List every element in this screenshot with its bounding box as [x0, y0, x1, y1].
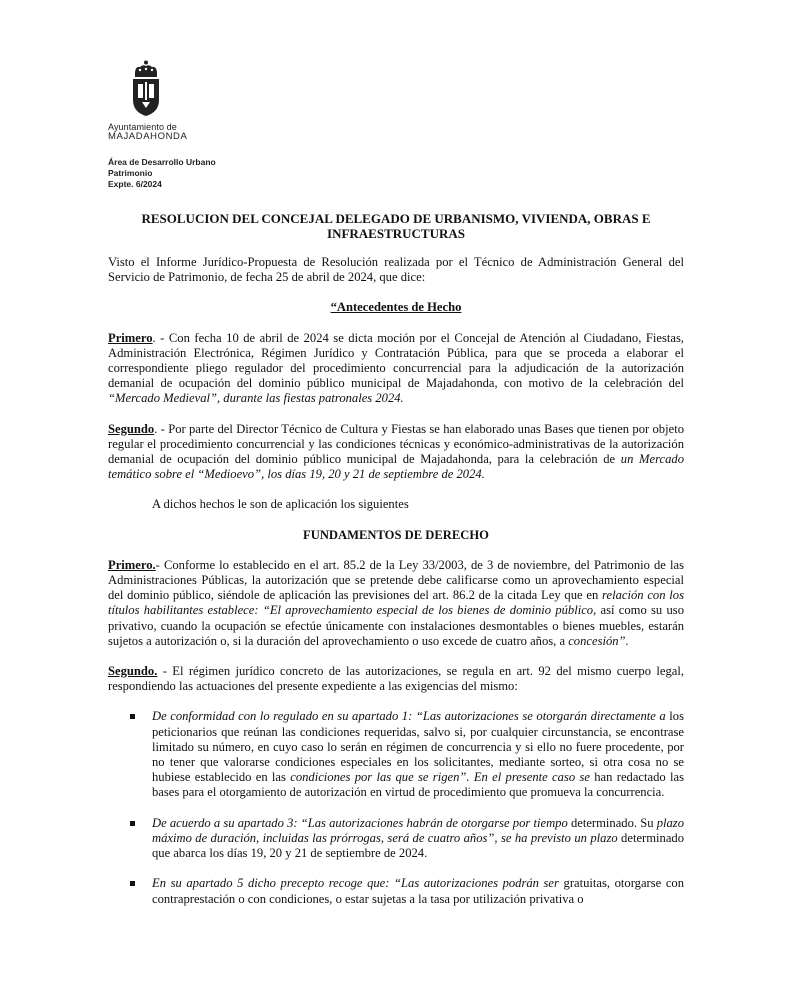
bullet-square-icon — [130, 881, 135, 886]
f-segundo-label: Segundo. — [108, 664, 158, 679]
dept-line3: Expte. 6/2024 — [108, 179, 162, 189]
bullet-text2: han redactado las bases para el otorgamiento de autorización en virtud de procedimiento que promueva la concurrencia. — [152, 770, 684, 800]
bullet-italic2: plazo máximo de duración, incluidas las prórrogas, será de cuatro años”, se ha previsto un plazo — [152, 815, 685, 845]
list-item — [108, 876, 684, 906]
org-line2: MAJADAHONDA — [108, 131, 188, 142]
fundamento-segundo — [108, 664, 684, 694]
f-primero-italic1: relación con los títulos habilitantes establece: “El aprovechamiento especial de los bienes de dominio público, — [108, 588, 684, 618]
antecedente-segundo — [108, 422, 684, 483]
fundamentos-heading: FUNDAMENTOS DE DERECHO — [303, 527, 489, 542]
bullet-square-icon — [130, 714, 135, 719]
intro-paragraph: Visto el Informe Jurídico-Propuesta de Resolución realizada por el Técnico de Administración General del Servicio de Patrimonio, de fecha 25 de abril de 2024, que dice: — [108, 255, 684, 285]
dept-line2: Patrimonio — [108, 168, 153, 178]
f-segundo-text: - El régimen jurídico concreto de las autorizaciones, se regula en art. 92 del mismo cuerpo legal, respondiendo las actuaciones del presente expediente a las exigencias del mismo: — [108, 664, 684, 694]
department-info — [108, 157, 216, 190]
bullet-text1: los peticionarios que reúnan las condiciones requeridas, salvo si, por cualquier circunstancia, se encontrase limitado su número, en cuyo caso lo serán en régimen de concurrencia y si ello no fuere procedente, por no tener que valorarse condiciones especiales en los solicitantes, mediante sorteo, si otra cosa no se hubiese establecido en las — [152, 709, 684, 785]
bullet-text1: gratuitas, otorgarse con contraprestación o con condiciones, o estar sujetas a la tasa por utilización privativa o — [152, 876, 685, 906]
title-line1: RESOLUCION DEL CONCEJAL DELEGADO DE URBANISMO, VIVIENDA, OBRAS E — [141, 211, 651, 226]
f-primero-label: Primero. — [108, 557, 156, 572]
f-primero-italic2: concesión”. — [568, 633, 629, 648]
list-item — [108, 709, 684, 800]
resolution-title — [108, 211, 684, 241]
segundo-text: . - Por parte del Director Técnico de Cultura y Fiestas se han elaborado unas Bases que tienen por objeto regular el procedimiento concurrencial y las condiciones técnicas y económico-administrativas de la autorización demanial de ocupación del dominio público municipal de Majadahonda, para la celebración de — [108, 421, 684, 467]
f-primero-text: - Conforme lo establecido en el art. 85.2 de la Ley 33/2003, de 3 de noviembre, del Patrimonio de las Administraciones Públicas, la autorización que se pretende debe calificarse como un aprovechamiento especial del dominio público, siéndole de aplicación las previsiones del art. 86.2 de la citada Ley que en — [108, 557, 684, 603]
org-line1: Ayuntamiento de — [108, 122, 177, 132]
bullet-italic2: condiciones por las que se rigen”. En el presente caso se — [290, 770, 590, 785]
list-item — [108, 816, 684, 862]
title-line2: INFRAESTRUCTURAS — [327, 226, 465, 241]
primero-italic: “Mercado Medieval”, durante las fiestas patronales 2024. — [108, 391, 404, 406]
a-dichos-paragraph: A dichos hechos le son de aplicación los siguientes — [152, 497, 409, 512]
segundo-italic: un Mercado temático sobre el “Medioevo”, los días 19, 20 y 21 de septiembre de 2024. — [108, 452, 684, 482]
bullet-text1: determinado. Su — [567, 815, 657, 830]
antecedentes-heading: “Antecedentes de Hecho — [330, 300, 462, 315]
bullet-italic1: En su apartado 5 dicho precepto recoge que: “Las autorizaciones podrán ser — [152, 876, 559, 891]
municipal-logo — [108, 60, 188, 142]
dept-line1: Área de Desarrollo Urbano — [108, 157, 216, 167]
fundamento-primero — [108, 558, 684, 649]
coat-of-arms-icon — [130, 60, 162, 118]
f-primero-text2: así como su uso privativo, cuando la ocupación se efectúe únicamente con instalaciones desmontables o bienes muebles, estarán sujetos a autorización o, si la duración del aprovechamiento o uso excede de cuatro años, a — [108, 603, 684, 648]
primero-label: Primero — [108, 330, 153, 345]
primero-text: . - Con fecha 10 de abril de 2024 se dicta moción por el Concejal de Atención al Ciudadano, Fiestas, Administración Electrónica, Régimen Jurídico y Contratación Pública, para que se proceda a elaborar el correspondiente pliego regulador del procedimiento concurrencial para la adjudicación de la autorización demanial de ocupación del dominio público municipal de Majadahonda, con motivo de la celebración del — [108, 330, 684, 391]
bullet-italic1: De conformidad con lo regulado en su apartado 1: “Las autorizaciones se otorgarán directamente a — [152, 709, 666, 724]
segundo-label: Segundo — [108, 421, 155, 436]
bullet-italic1: De acuerdo a su apartado 3: “Las autorizaciones habrán de otorgarse por tiempo — [152, 815, 568, 830]
document-body — [108, 255, 684, 922]
bullet-square-icon — [130, 821, 135, 826]
bullet-list — [108, 709, 684, 906]
bullet-text2: determinado que abarca los días 19, 20 y 21 de septiembre de 2024. — [152, 830, 685, 861]
antecedente-primero — [108, 331, 684, 407]
organization-name — [108, 122, 188, 142]
